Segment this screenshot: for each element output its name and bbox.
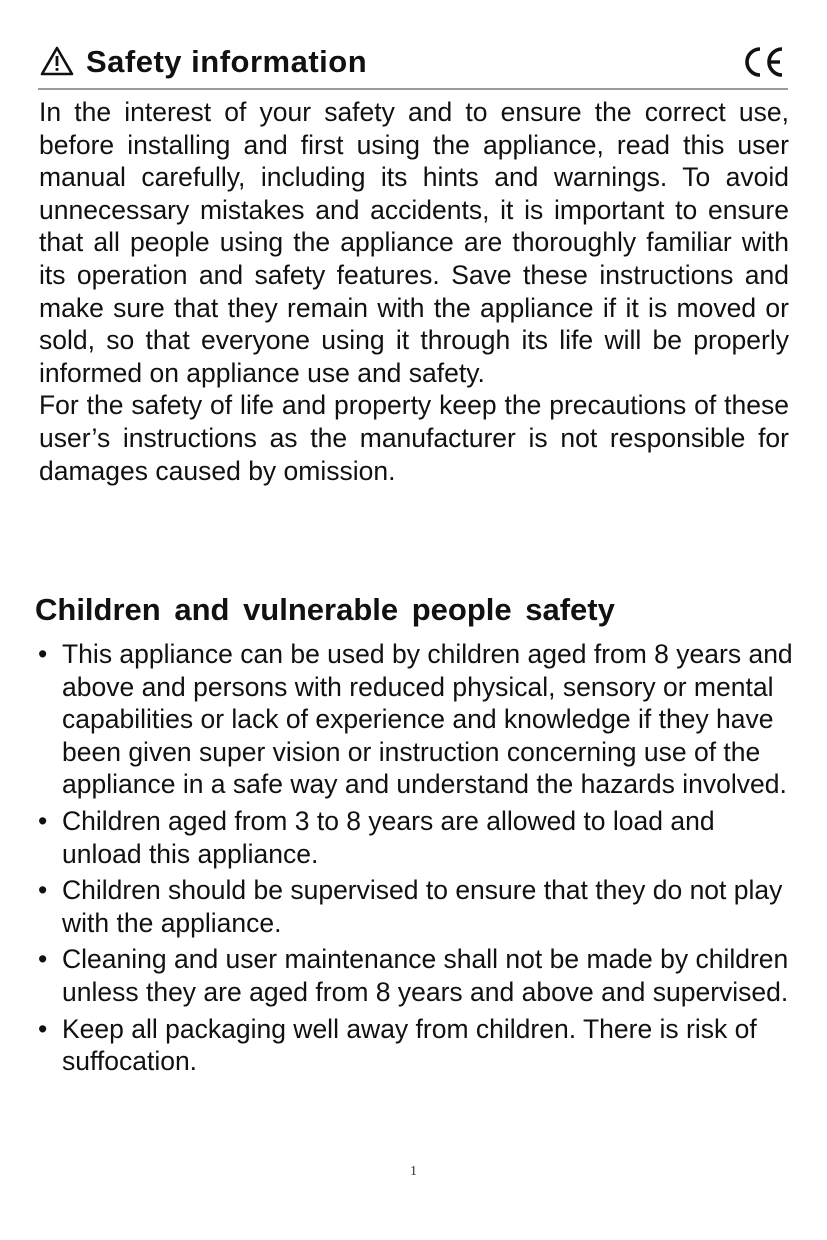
ce-mark-icon [740,44,786,80]
intro-text [39,96,789,487]
bullet-icon: • [38,639,48,669]
bullet-icon: • [38,944,48,975]
bullet-icon: • [38,875,48,906]
list-item [36,874,800,939]
list-item-text: Keep all packaging well away from children. There is risk of suffocation. [62,1013,757,1077]
intro-paragraph: In the interest of your safety and to ensure the correct use, before installing and first using the appliance, read this user manual carefully, including its hints and warnings. To avoid unnecessary mistakes and accidents, it is important to ensure that all people using the appliance are thoroughly familiar with its operation and safety features. Save these instructions and make sure that they remain with the appliance if it is moved or sold, so that everyone using it through its life will be properly informed on appliance use and safety. [39,97,789,388]
children-safety-title: Children and vulnerable people safety [35,592,615,627]
page-number: 1 [410,1164,417,1179]
list-item [36,805,800,870]
bullet-icon: • [38,1013,48,1044]
ce-mark-text [38,42,39,43]
list-item-text: This appliance can be used by children aged from 8 years and above and persons with reduced physical, sensory or mental capabilities or lack of experience and knowledge if they have been given super vision or instruction concerning use of the appliance in a safe way and understand the hazards involved. [62,639,793,800]
section-header [38,42,790,88]
intro-paragraph: For the safety of life and property keep the precautions of these user’s instructions as the manufacturer is not responsible for damages caused by omission. [39,390,789,486]
list-item-text: Children aged from 3 to 8 years are allowed to load and unload this appliance. [62,805,715,869]
list-item [36,943,800,1008]
list-item [36,638,800,801]
list-item-text: Children should be supervised to ensure that they do not play with the appliance. [62,875,783,938]
list-item-text: Cleaning and user maintenance shall not be made by children unless they are aged from 8 years and above and supervised. [62,944,789,1007]
warning-triangle-icon [40,46,74,76]
children-safety-list [36,638,800,1082]
bullet-icon: • [38,805,48,836]
header-divider [38,88,788,90]
list-item [36,1013,800,1078]
page-title: Safety information [86,44,368,79]
